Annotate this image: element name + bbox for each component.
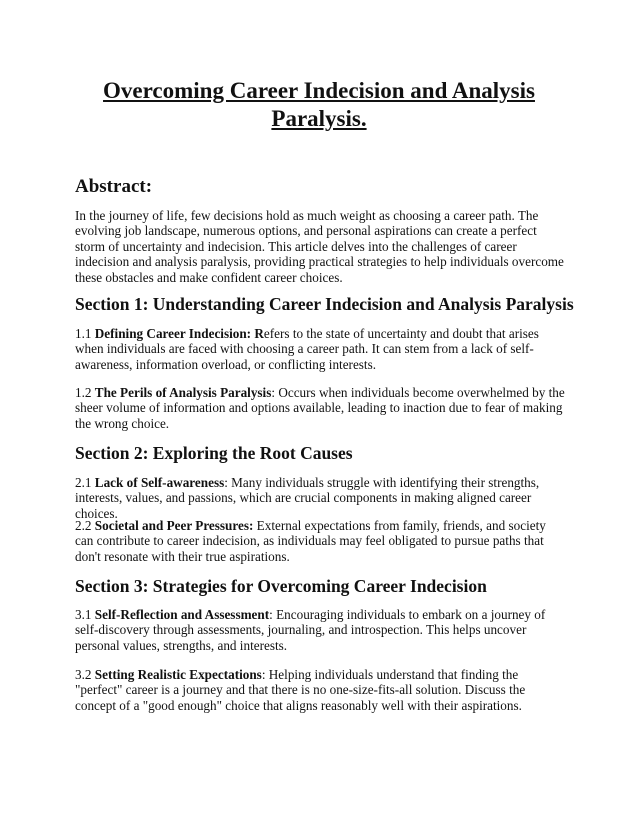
item-text: External expectations from family, friends, and society can contribute to career indecision, as individuals may feel obligated to pursue paths that don't resonate with their true aspirations. — [75, 518, 546, 564]
section-item-2-2 — [75, 518, 567, 564]
item-term: Societal and Peer Pressures: — [94, 518, 254, 533]
item-text: : Encouraging individuals to embark on a journey of self-discovery through assessments, journaling, and introspection. This helps uncover personal values, strengths, and interests. — [75, 607, 546, 653]
section-item-2-1 — [75, 475, 567, 521]
item-number: 3.2 — [75, 667, 95, 682]
section-item-1-2 — [75, 385, 567, 431]
item-text: efers to the state of uncertainty and doubt that arises when individuals are faced with choosing a career path. It can stem from a lack of self-awareness, information overload, or conflicting interests. — [75, 326, 539, 372]
item-number: 3.1 — [75, 607, 95, 622]
item-text: : Helping individuals understand that finding the "perfect" career is a journey and that there is no one-size-fits-all solution. Discuss the concept of a "good enough" choice that aligns reasonably well with their aspirations. — [75, 667, 526, 713]
item-number: 2.1 — [75, 475, 95, 490]
item-text: : Many individuals struggle with identifying their strengths, interests, values, and passions, which are crucial components in making aligned career choices. — [75, 475, 540, 521]
abstract-body: In the journey of life, few decisions hold as much weight as choosing a career path. The evolving job landscape, numerous options, and personal aspirations can create a perfect storm of uncertainty and indecision. This article delves into the challenges of career indecision and analysis paralysis, providing practical strategies to help individuals overcome these obstacles and make confident career choices. — [75, 208, 564, 285]
section-item-3-2 — [75, 667, 567, 713]
item-term: The Perils of Analysis Paralysis — [94, 385, 272, 400]
item-number: 1.1 — [75, 326, 95, 341]
item-number: 1.2 — [75, 385, 95, 400]
section-3-heading: Section 3: Strategies for Overcoming Career Indecision — [75, 576, 487, 596]
item-term: Setting Realistic Expectations — [94, 667, 262, 682]
item-text: : Occurs when individuals become overwhelmed by the sheer volume of information and options available, leading to inaction due to fear of making the wrong choice. — [75, 385, 565, 431]
item-term: Defining Career Indecision: R — [94, 326, 264, 341]
abstract-heading: Abstract: — [75, 176, 153, 197]
item-number: 2.2 — [75, 518, 95, 533]
section-item-1-1 — [75, 326, 567, 372]
item-term: Self-Reflection and Assessment — [94, 607, 270, 622]
section-item-3-1 — [75, 607, 567, 653]
document-title: Overcoming Career Indecision and Analysis Paralysis. — [103, 78, 535, 131]
section-1-heading: Section 1: Understanding Career Indecision and Analysis Paralysis — [75, 294, 574, 314]
item-term: Lack of Self-awareness — [94, 475, 225, 490]
section-2-heading: Section 2: Exploring the Root Causes — [75, 443, 353, 463]
